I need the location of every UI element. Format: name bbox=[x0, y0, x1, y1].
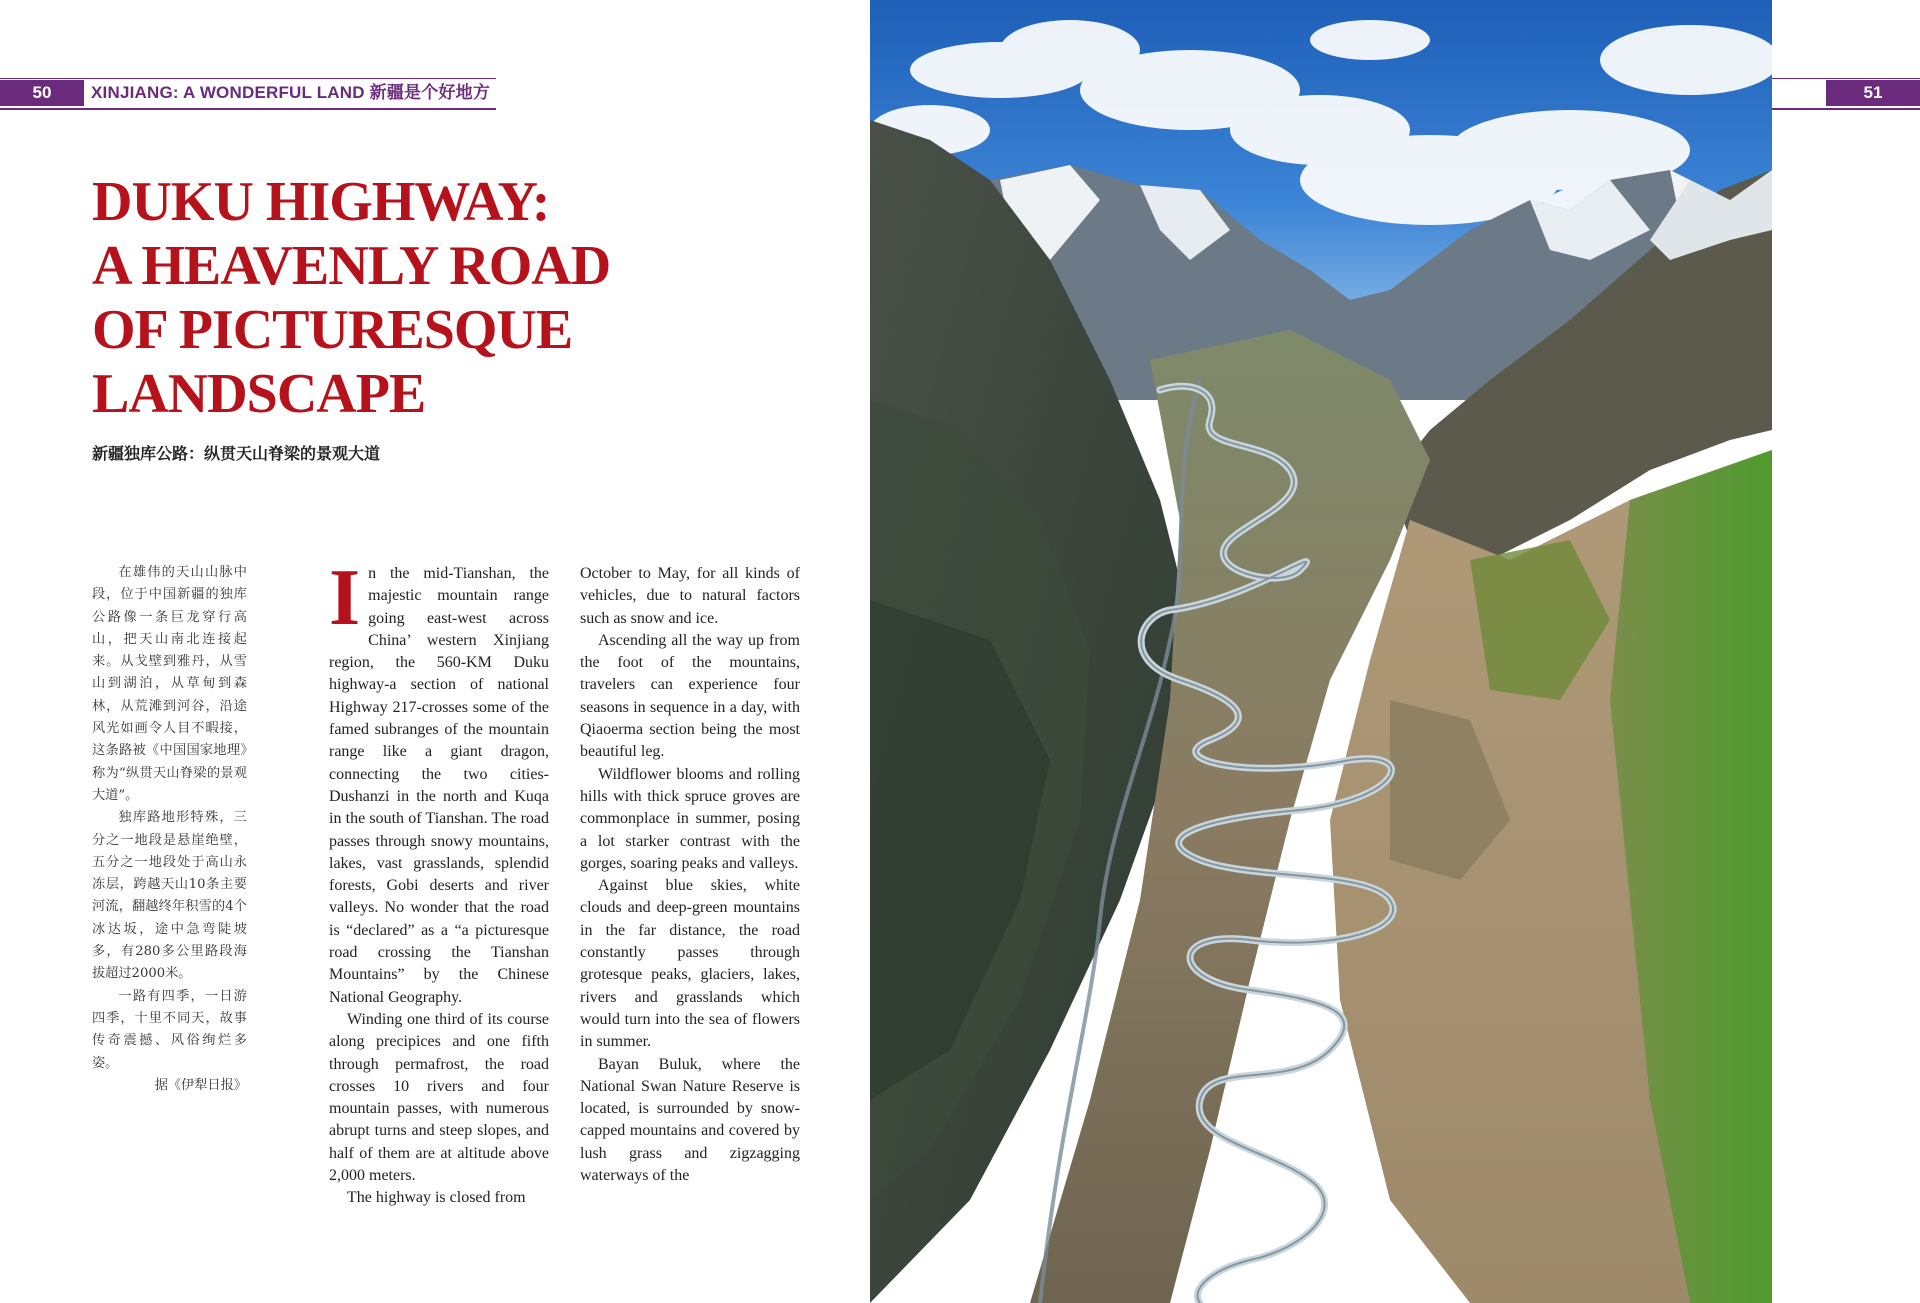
english-paragraph: October to May, for all kinds of vehicles, due to natural factors such as snow and ice. bbox=[580, 565, 800, 627]
title-line: A HEAVENLY ROAD bbox=[92, 235, 611, 297]
english-paragraph: Bayan Buluk, where the National Swan Nature Reserve is located, is surrounded by snow-capped mountains and covered by lush grass and zigzagging waterways of the bbox=[580, 1055, 800, 1185]
chinese-paragraph: 一路有四季，一日游四季，十里不同天，故事传奇震撼、风俗绚烂多姿。 bbox=[92, 988, 247, 1071]
english-paragraph: The highway is closed from bbox=[347, 1189, 526, 1207]
header-rule-top bbox=[0, 78, 496, 79]
english-column-1 bbox=[329, 554, 549, 1210]
drop-cap: I bbox=[329, 554, 361, 642]
english-paragraph: Wildflower blooms and rolling hills with thick spruce groves are commonplace in summer, posing a lot starker contrast with the gorges, soaring peaks and valleys. bbox=[580, 765, 800, 872]
right-page bbox=[1772, 0, 1920, 1303]
english-paragraph bbox=[329, 554, 549, 1009]
photo-illustration bbox=[870, 0, 1772, 1303]
title-line: DUKU HIGHWAY: bbox=[92, 171, 550, 233]
chinese-paragraph: 独库路地形特殊，三分之一地段是悬崖绝壁，五分之一地段处于高山永冻层，跨越天山10条主要河流，翻越终年积雪的4个冰达坂，途中急弯陡坡多，有280多公里路段海拔超过2000米。 bbox=[92, 810, 247, 982]
left-page-number: 50 bbox=[0, 80, 84, 106]
right-header-rule-bottom bbox=[1772, 108, 1920, 110]
right-header-rule-top bbox=[1772, 78, 1920, 79]
title-line: LANDSCAPE bbox=[92, 363, 426, 425]
header-rule-bottom bbox=[0, 108, 496, 110]
mountain-highway-photo bbox=[870, 0, 1772, 1303]
english-column-2 bbox=[580, 563, 800, 1187]
chinese-subtitle: 新疆独库公路：纵贯天山脊梁的景观大道 bbox=[92, 444, 381, 463]
article-title bbox=[92, 170, 792, 426]
english-paragraph-text: n the mid-Tianshan, the majestic mountain range going east-west across China’ western Xinjiang region, the 560-KM Duku highway-a section of national Highway 217-crosses some of the famed subranges of the mountain range like a giant dragon, connecting the two cities-Dushanzi in the north and Kuqa in the south of Tianshan. The road passes through snowy mountains, lakes, vast grasslands, splendid forests, Gobi deserts and river valleys. No wonder that the road is “declared” as a “a picturesque road crossing the Tianshan Mountains” by the Chinese National Geography. bbox=[329, 565, 549, 1006]
english-paragraph: Ascending all the way up from the foot of the mountains, travelers can experience four seasons in sequence in a day, with Qiaoerma section being the most beautiful leg. bbox=[580, 631, 800, 761]
chinese-paragraph: 在雄伟的天山山脉中段，位于中国新疆的独库公路像一条巨龙穿行高山，把天山南北连接起来。从戈壁到雅丹，从雪山到湖泊，从草甸到森林，从荒滩到河谷，沿途风光如画令人目不暇接，这条路被《中国国家地理》称为“纵贯天山脊梁的景观大道”。 bbox=[92, 565, 247, 803]
english-paragraph: Against blue skies, white clouds and deep-green mountains in the far distance, the road constantly passes through grotesque peaks, glaciers, lakes, rivers and grasslands which would turn into the sea of flowers in summer. bbox=[580, 877, 800, 1051]
section-title: XINJIANG: A WONDERFUL LAND 新疆是个好地方 bbox=[91, 83, 491, 102]
chinese-summary-column bbox=[92, 562, 247, 1097]
right-page-number: 51 bbox=[1826, 80, 1920, 106]
english-paragraph: Winding one third of its course along precipices and one fifth through permafrost, the road crosses 10 rivers and four mountain passes, with numerous abrupt turns and steep slopes, and half of them are at altitude above 2,000 meters. bbox=[329, 1010, 549, 1185]
title-line: OF PICTURESQUE bbox=[92, 299, 573, 361]
chinese-source: 据《伊犁日报》 bbox=[154, 1077, 247, 1093]
